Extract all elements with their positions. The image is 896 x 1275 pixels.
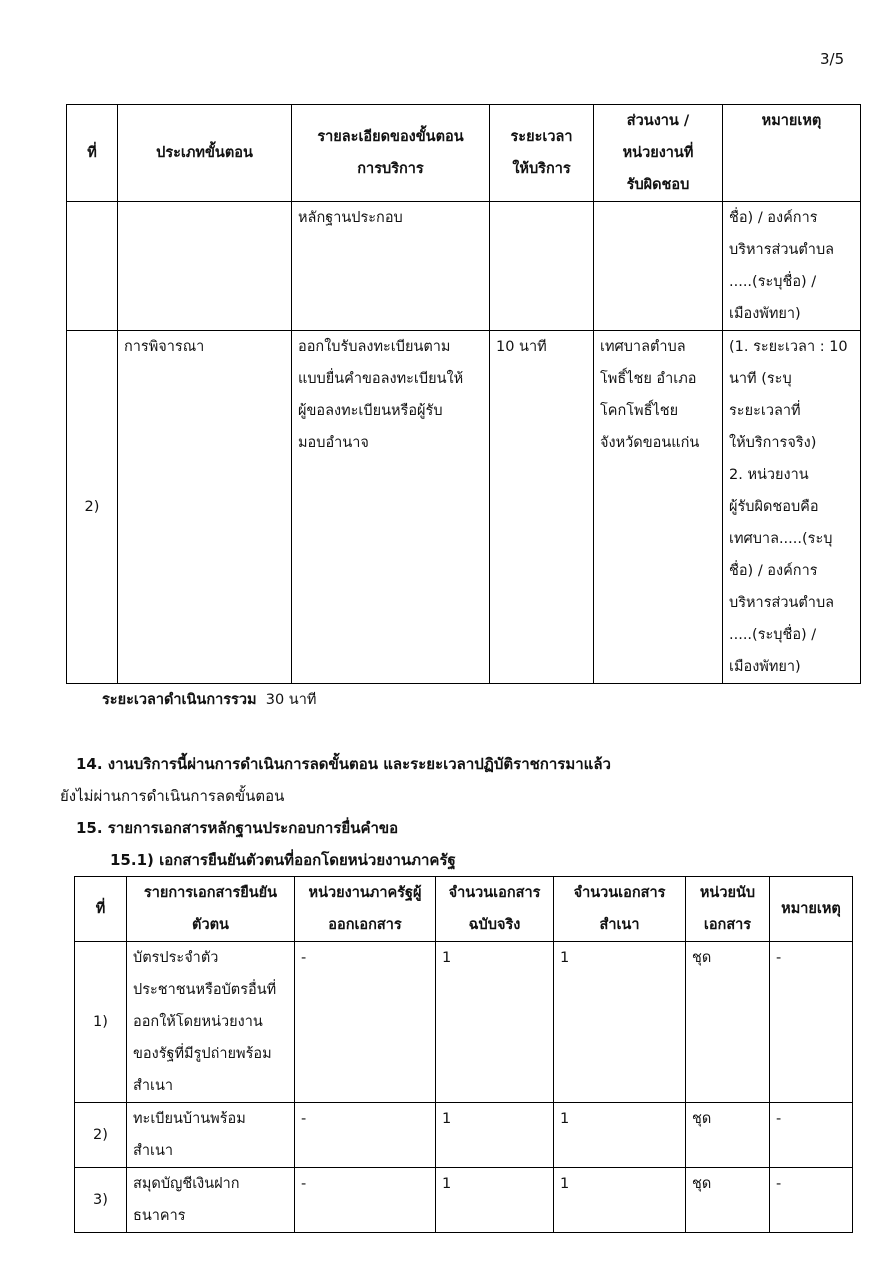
header-unit: ส่วนงาน / หน่วยงานที่ รับผิดชอบ (594, 105, 723, 202)
cell-unit (594, 202, 723, 331)
cell-duration (490, 202, 594, 331)
table-header-row (75, 877, 853, 942)
cell-detail: ออกใบรับลงทะเบียนตาม แบบยื่นคำขอลงทะเบียนให้ ผู้ขอลงทะเบียนหรือผู้รับ มอบอำนาจ (292, 331, 490, 684)
table-header-row (67, 105, 861, 202)
cell-item: ทะเบียนบ้านพร้อม สำเนา (127, 1103, 295, 1168)
header-agency: หน่วยงานภาครัฐผู้ ออกเอกสาร (295, 877, 436, 942)
cell-item: บัตรประจำตัว ประชาชนหรือบัตรอื่นที่ ออกให้โดยหน่วยงาน ของรัฐที่มีรูปถ่ายพร้อม สำเนา (127, 942, 295, 1103)
page-number: 3/5 (820, 50, 845, 68)
cell-item: สมุดบัญชีเงินฝากธนาคาร (127, 1168, 295, 1233)
header-no: ที่ (67, 105, 118, 202)
cell-detail: หลักฐานประกอบ (292, 202, 490, 331)
cell-type (118, 202, 292, 331)
cell-agency: - (295, 1168, 436, 1233)
table-row (67, 331, 861, 684)
header-note: หมายเหตุ (770, 877, 853, 942)
cell-no: 1) (75, 942, 127, 1103)
header-duration: ระยะเวลา ให้บริการ (490, 105, 594, 202)
cell-no: 2) (75, 1103, 127, 1168)
cell-no: 2) (67, 331, 118, 684)
cell-unit: ชุด (686, 1103, 770, 1168)
cell-original: 1 (436, 942, 554, 1103)
cell-agency: - (295, 942, 436, 1103)
header-unit: หน่วยนับ เอกสาร (686, 877, 770, 942)
procedure-table (66, 104, 861, 684)
cell-original: 1 (436, 1168, 554, 1233)
section15-subtitle: 15.1) เอกสารยืนยันตัวตนที่ออกโดยหน่วยงานภาครัฐ (110, 851, 456, 869)
cell-copy: 1 (554, 1103, 686, 1168)
total-time-label: ระยะเวลาดำเนินการรวม (102, 692, 257, 708)
cell-copy: 1 (554, 942, 686, 1103)
cell-agency: - (295, 1103, 436, 1168)
cell-note: - (770, 942, 853, 1103)
cell-type: การพิจารณา (118, 331, 292, 684)
header-note: หมายเหตุ (723, 105, 861, 202)
header-copy: จำนวนเอกสาร สำเนา (554, 877, 686, 942)
documents-table (74, 876, 853, 1233)
table-row (75, 1168, 853, 1233)
table-row (75, 1103, 853, 1168)
cell-duration: 10 นาที (490, 331, 594, 684)
table-row (75, 942, 853, 1103)
header-type: ประเภทขั้นตอน (118, 105, 292, 202)
total-time-value: 30 นาที (265, 692, 317, 708)
header-item: รายการเอกสารยืนยัน ตัวตน (127, 877, 295, 942)
cell-original: 1 (436, 1103, 554, 1168)
section14-title: 14. งานบริการนี้ผ่านการดำเนินการลดขั้นตอน และระยะเวลาปฏิบัติราชการมาแล้ว (76, 755, 611, 773)
section15-title: 15. รายการเอกสารหลักฐานประกอบการยื่นคำขอ (76, 819, 399, 837)
cell-unit: ชุด (686, 942, 770, 1103)
cell-copy: 1 (554, 1168, 686, 1233)
table-row (67, 202, 861, 331)
cell-no: 3) (75, 1168, 127, 1233)
total-time (102, 688, 316, 711)
cell-note: ชื่อ) / องค์การ บริหารส่วนตำบล .....(ระบุชื่อ) / เมืองพัทยา) (723, 202, 861, 331)
header-original: จำนวนเอกสาร ฉบับจริง (436, 877, 554, 942)
header-no: ที่ (75, 877, 127, 942)
header-detail: รายละเอียดของขั้นตอน การบริการ (292, 105, 490, 202)
cell-note: - (770, 1168, 853, 1233)
cell-unit: เทศบาลตำบล โพธิ์ไชย อำเภอ โคกโพธิ์ไชย จังหวัดขอนแก่น (594, 331, 723, 684)
cell-note: - (770, 1103, 853, 1168)
cell-unit: ชุด (686, 1168, 770, 1233)
cell-no (67, 202, 118, 331)
cell-note: (1. ระยะเวลา : 10 นาที (ระบุ ระยะเวลาที่ ให้บริการจริง) 2. หน่วยงาน ผู้รับผิดชอบคือ เทศบาล.....(ระบุ ชื่อ) / องค์การ บริหารส่วนตำบล .....(ระบุชื่อ) / เมืองพัทยา) (723, 331, 861, 684)
section14-body: ยังไม่ผ่านการดำเนินการลดขั้นตอน (60, 787, 285, 805)
